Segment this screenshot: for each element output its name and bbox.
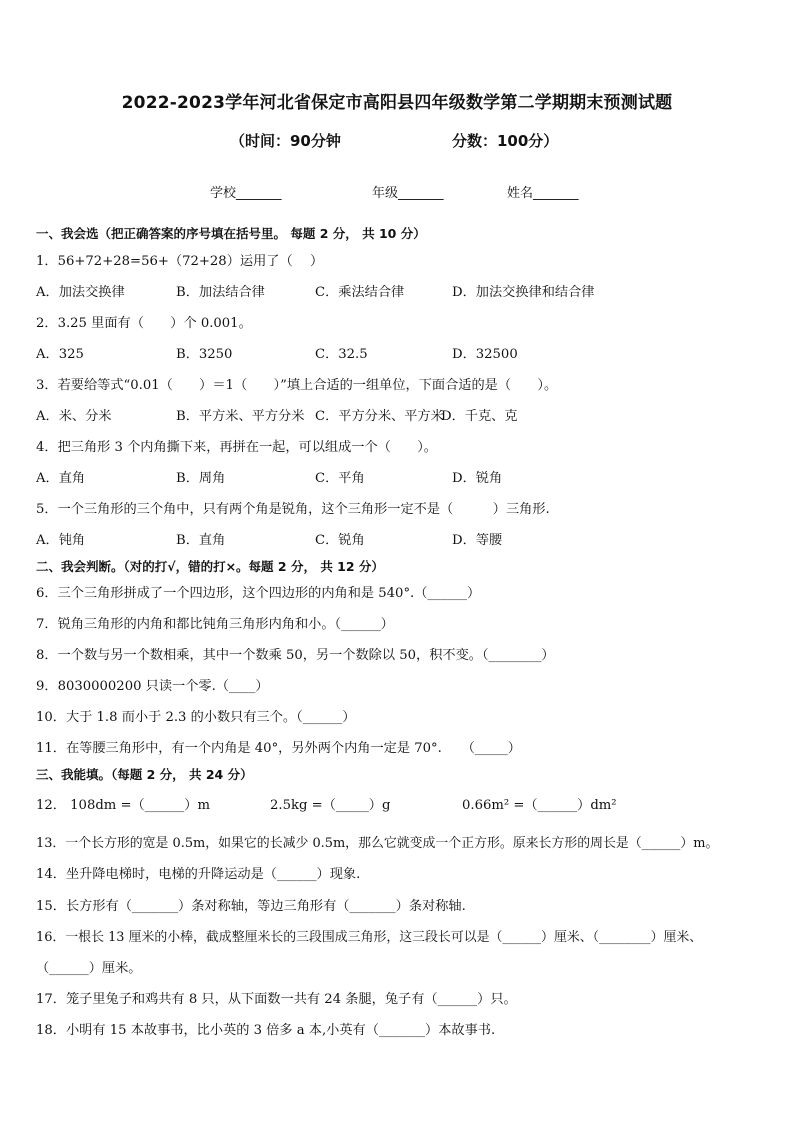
section-1-heading: 一、我会选（把正确答案的序号填在括号里。 每题 2 分， 共 10 分） (36, 226, 426, 241)
option-b[interactable]: B．周角 (176, 471, 226, 486)
option-d[interactable]: D．等腰 (452, 533, 503, 548)
question-1-options (36, 281, 776, 301)
option-a[interactable]: A．325 (36, 347, 84, 362)
question-1: 1．56+72+28=56+（72+28）运用了（ ） (36, 254, 324, 269)
section-2-heading: 二、我会判断。（对的打√，错的打×。每题 2 分， 共 12 分） (36, 559, 384, 574)
question-12-part-b: 2.5kg =（_____）g (270, 798, 391, 813)
question-4: 4．把三角形 3 个内角撕下来，再拼在一起，可以组成一个（ ）。 (36, 440, 437, 455)
option-a[interactable]: A．直角 (36, 471, 86, 486)
option-c[interactable]: C．平角 (315, 471, 365, 486)
question-8: 8．一个数与另一个数相乘，其中一个数乘 50，另一个数除以 50，积不变。（________） (36, 648, 555, 663)
question-12-part-a: 12． 108dm =（______）m (36, 798, 210, 813)
option-b[interactable]: B．平方米、平方分米 (176, 409, 305, 424)
option-d[interactable]: D．锐角 (452, 471, 503, 486)
option-d[interactable]: D．32500 (452, 347, 518, 362)
question-5-options (36, 529, 776, 549)
question-13: 13．一个长方形的宽是 0.5m，如果它的长减少 0.5m，那么它就变成一个正方形。原来长方形的周长是（______）m。 (36, 836, 719, 851)
option-c[interactable]: C．锐角 (315, 533, 365, 548)
option-a[interactable]: A．米、分米 (36, 409, 112, 424)
page-title: 2022-2023学年河北省保定市高阳县四年级数学第二学期期末预测试题 (121, 93, 673, 113)
option-a[interactable]: A．钝角 (36, 533, 86, 548)
question-9: 9．8030000200 只读一个零.（____） (36, 679, 269, 694)
school-field[interactable]: 学校_______ (210, 186, 282, 201)
question-16: 16．一根长 13 厘米的小棒，截成整厘米长的三段围成三角形，这三段长可以是（______）厘米、（________）厘米、 (36, 930, 703, 945)
question-3: 3．若要给等式“0.01（ ）＝1（ ）”填上合适的一组单位，下面合适的是（ ）。 (36, 378, 558, 393)
question-14: 14．坐升降电梯时，电梯的升降运动是（______）现象. (36, 867, 361, 882)
grade-field[interactable]: 年级_______ (372, 186, 444, 201)
option-a[interactable]: A．加法交换律 (36, 285, 125, 300)
question-10: 10．大于 1.8 而小于 2.3 的小数只有三个。（______） (36, 710, 356, 725)
question-2-options (36, 343, 776, 363)
option-c[interactable]: C．平方分米、平方米 (315, 409, 444, 424)
question-2: 2．3.25 里面有（ ）个 0.001。 (36, 316, 252, 331)
option-b[interactable]: B．直角 (176, 533, 226, 548)
exam-score: 分数：100分） (452, 132, 559, 150)
option-b[interactable]: B．3250 (176, 347, 233, 362)
option-d[interactable]: D．加法交换律和结合律 (452, 285, 595, 300)
question-5: 5．一个三角形的三个角中，只有两个角是锐角，这个三角形一定不是（ ）三角形. (36, 502, 550, 517)
question-18: 18．小明有 15 本故事书，比小英的 3 倍多 a 本,小英有（_______）本故事书. (36, 1023, 496, 1038)
name-field[interactable]: 姓名_______ (507, 186, 579, 201)
section-3-heading: 三、我能填。（每题 2 分， 共 24 分） (36, 767, 253, 782)
option-c[interactable]: C．乘法结合律 (315, 285, 405, 300)
question-12-part-c: 0.66m² =（______）dm² (462, 798, 617, 813)
question-16-continued: （______）厘米。 (36, 961, 142, 976)
exam-time: （时间：90分钟 (230, 132, 341, 150)
question-12 (36, 794, 776, 816)
question-7: 7．锐角三角形的内角和都比钝角三角形内角和小。（______） (36, 617, 394, 632)
question-11: 11．在等腰三角形中，有一个内角是 40°，另外两个内角一定是 70°. （_____） (36, 741, 521, 756)
question-4-options (36, 467, 776, 487)
question-17: 17．笼子里兔子和鸡共有 8 只，从下面数一共有 24 条腿，兔子有（______）只。 (36, 992, 517, 1007)
question-6: 6．三个三角形拼成了一个四边形，这个四边形的内角和是 540°.（______） (36, 586, 481, 601)
question-3-options (36, 405, 776, 425)
question-15: 15．长方形有（_______）条对称轴，等边三角形有（_______）条对称轴. (36, 899, 466, 914)
option-d[interactable]: D．千克、克 (441, 409, 518, 424)
option-c[interactable]: C．32.5 (315, 347, 368, 362)
option-b[interactable]: B．加法结合律 (176, 285, 265, 300)
